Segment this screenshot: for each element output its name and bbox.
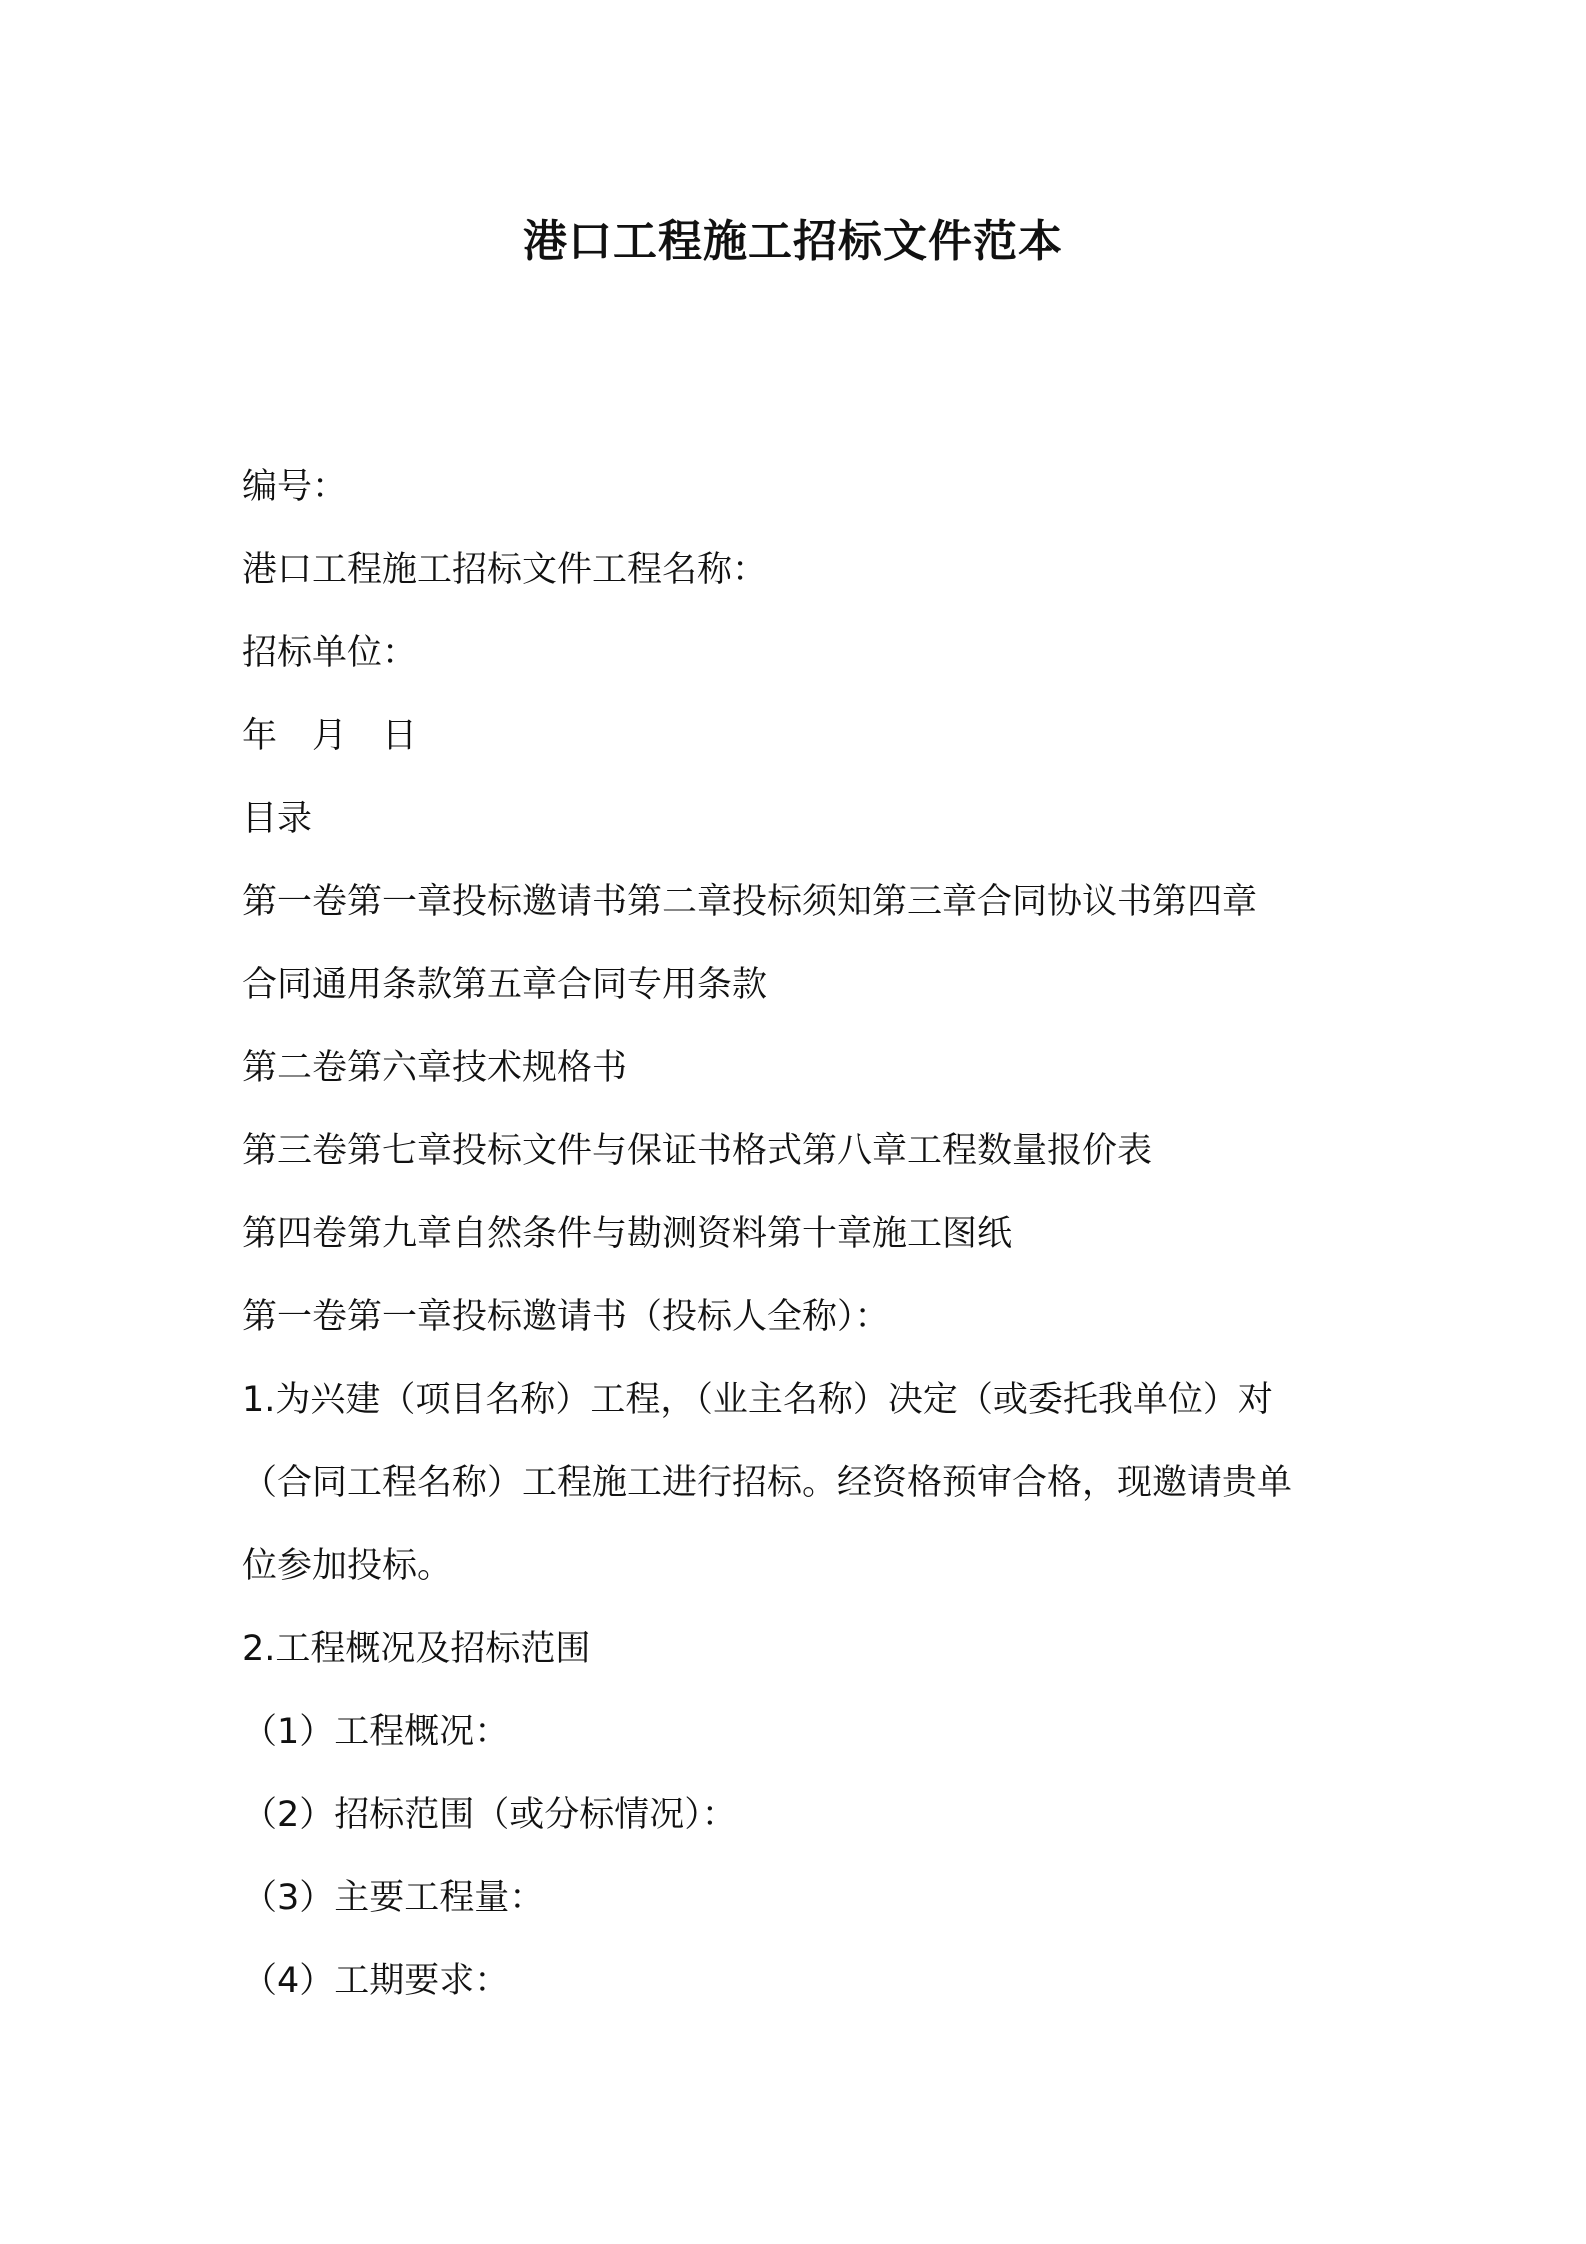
toc-volume-1-cont: 合同通用条款第五章合同专用条款 bbox=[242, 965, 768, 1005]
item-schedule: （4）工期要求： bbox=[242, 1961, 510, 2001]
document-title: 港口工程施工招标文件范本 bbox=[523, 216, 1063, 267]
paragraph-1-line-2: （合同工程名称）工程施工进行招标。经资格预审合格，现邀请贵单 bbox=[242, 1463, 1293, 1503]
toc-volume-3: 第三卷第七章投标文件与保证书格式第八章工程数量报价表 bbox=[242, 1131, 1153, 1171]
field-number: 编号： bbox=[242, 467, 348, 507]
field-project-name: 港口工程施工招标文件工程名称： bbox=[242, 550, 768, 590]
paragraph-1-line-1: 1.为兴建（项目名称）工程，（业主名称）决定（或委托我单位）对 bbox=[242, 1380, 1273, 1420]
field-tender-unit: 招标单位： bbox=[242, 633, 418, 673]
item-tender-scope: （2）招标范围（或分标情况）： bbox=[242, 1795, 737, 1835]
section-2-heading: 2.工程概况及招标范围 bbox=[242, 1629, 591, 1669]
chapter-1-heading: 第一卷第一章投标邀请书（投标人全称）： bbox=[242, 1297, 890, 1337]
paragraph-1-line-3: 位参加投标。 bbox=[242, 1546, 453, 1586]
toc-volume-1: 第一卷第一章投标邀请书第二章投标须知第三章合同协议书第四章 bbox=[242, 882, 1258, 922]
field-date: 年 月 日 bbox=[242, 716, 418, 756]
item-main-quantities: （3）主要工程量： bbox=[242, 1878, 545, 1918]
item-project-overview: （1）工程概况： bbox=[242, 1712, 510, 1752]
document-body bbox=[242, 446, 1362, 2023]
toc-volume-2: 第二卷第六章技术规格书 bbox=[242, 1048, 628, 1088]
toc-heading: 目录 bbox=[242, 799, 313, 839]
toc-volume-4: 第四卷第九章自然条件与勘测资料第十章施工图纸 bbox=[242, 1214, 1013, 1254]
